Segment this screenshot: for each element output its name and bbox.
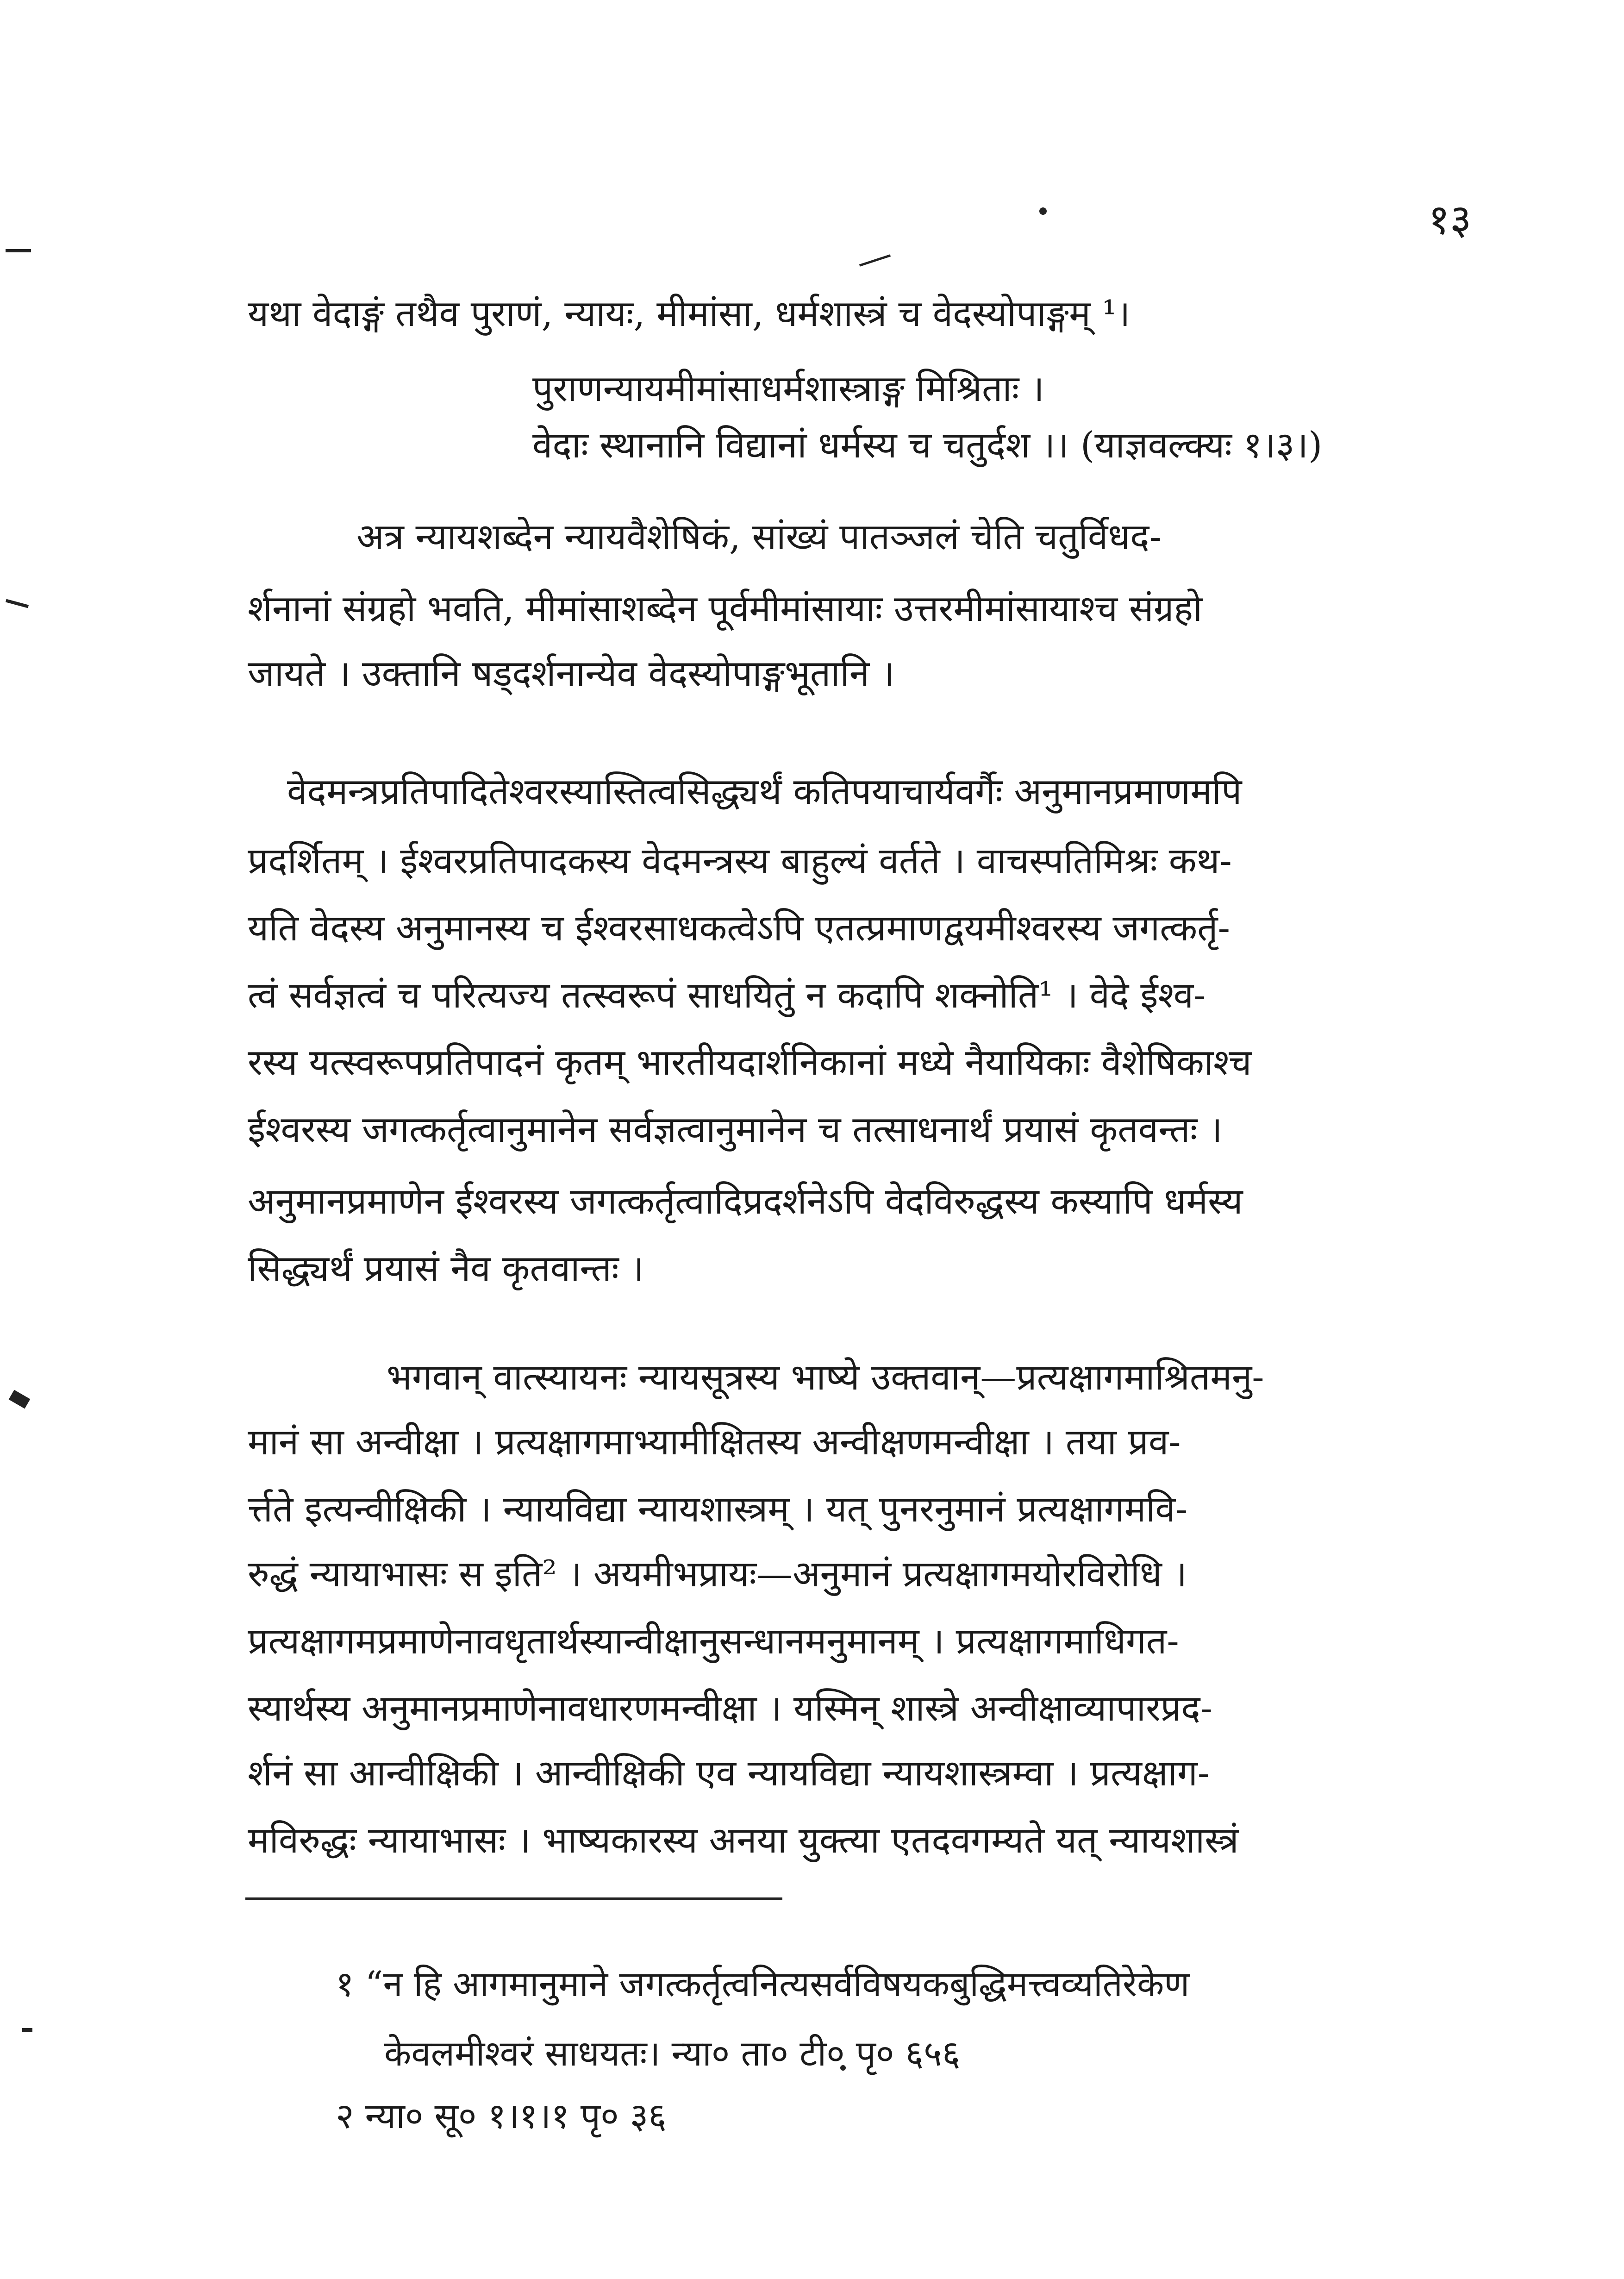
text-line: स्यार्थस्य अनुमानप्रमाणेनावधारणमन्वीक्षा । यस्मिन् शास्त्रे अन्वीक्षाव्यापारप्रद- [248, 1688, 1213, 1729]
margin-mark [9, 1390, 31, 1409]
text-line: यति वेदस्य अनुमानस्य च ईश्वरसाधकत्वेऽपि एतत्प्रमाणद्वयमीश्वरस्य जगत्कर्तृ- [248, 908, 1230, 949]
text-line: जायते । उक्तानि षड्दर्शनान्येव वेदस्योपाङ्गभूतानि । [248, 653, 895, 695]
footnote-rule [245, 1897, 782, 1900]
verse-line: पुराणन्यायमीमांसाधर्मशास्त्राङ्ग मिश्रिताः । [532, 368, 1044, 410]
text-line: अनुमानप्रमाणेन ईश्वरस्य जगत्कर्तृत्वादिप्रदर्शनेऽपि वेदविरुद्धस्य कस्यापि धर्मस्य [248, 1181, 1243, 1222]
text-line: यथा वेदाङ्गं तथैव पुराणं, न्यायः, मीमांसा, धर्मशास्त्रं च वेदस्योपाङ्गम् ¹। [248, 293, 1131, 335]
text-line: ईश्वरस्य जगत्कर्तृत्वानुमानेन सर्वज्ञत्वानुमानेन च तत्साधनार्थं प्रयासं कृतवन्तः । [248, 1109, 1223, 1151]
text-line: र्त्तते इत्यन्वीक्षिकी । न्यायविद्या न्यायशास्त्रम् । यत् पुनरनुमानं प्रत्यक्षागमवि- [248, 1489, 1188, 1530]
margin-mark [22, 2028, 32, 2032]
footnote-line: १ “न हि आगमानुमाने जगत्कर्तृत्वनित्यसर्वविषयकबुद्धिमत्त्वव्यतिरेकेण [336, 1963, 1190, 2004]
text-line: भगवान् वात्स्यायनः न्यायसूत्रस्य भाष्ये उक्तवान्—प्रत्यक्षागमाश्रितमनु- [387, 1357, 1264, 1398]
page-number: १३ [1428, 195, 1472, 244]
text-line: त्वं सर्वज्ञत्वं च परित्यज्य तत्स्वरूपं साधयितुं न कदापि शक्नोति¹ । वेदे ईश्व- [248, 975, 1206, 1016]
text-line: प्रत्यक्षागमप्रमाणेनावधृतार्थस्यान्वीक्षानुसन्धानमनुमानम् । प्रत्यक्षागमाधिगत- [248, 1621, 1179, 1662]
text-line: मानं सा अन्वीक्षा । प्रत्यक्षागमाभ्यामीक्षितस्य अन्वीक्षणमन्वीक्षा । तया प्रव- [248, 1421, 1181, 1463]
text-line: मविरुद्धः न्यायाभासः । भाष्यकारस्य अनया युक्त्या एतदवगम्यते यत् न्यायशास्त्रं [248, 1820, 1239, 1861]
text-line: र्शनं सा आन्वीक्षिकी । आन्वीक्षिकी एव न्यायविद्या न्यायशास्त्रम्वा । प्रत्यक्षाग- [248, 1753, 1210, 1794]
footnote-line: २ न्या० सू० १।१।१ पृ० ३६ [336, 2095, 667, 2136]
scan-speck [1039, 207, 1047, 215]
verse-line: वेदाः स्थानानि विद्यानां धर्मस्य च चतुर्दश ।। (याज्ञवल्क्यः १।३।) [532, 425, 1323, 466]
footnote-line: केवलमीश्वरं साधयतः। न्या० ता० टी० पृ० ६५६ [384, 2033, 961, 2074]
text-line: रस्य यत्स्वरूपप्रतिपादनं कृतम् भारतीयदार्शनिकानां मध्ये नैयायिकाः वैशेषिकाश्च [248, 1042, 1252, 1083]
text-line: वेदमन्त्रप्रतिपादितेश्वरस्यास्तित्वसिद्ध्यर्थं कतिपयाचार्यवर्गैः अनुमानप्रमाणमपि [287, 771, 1242, 813]
margin-mark [6, 599, 29, 608]
text-line: सिद्ध्यर्थं प्रयासं नैव कृतवान्तः । [248, 1248, 644, 1290]
scan-speck [859, 254, 891, 266]
margin-mark [6, 249, 31, 252]
text-line: रुद्धं न्यायाभासः स इति² । अयमीभप्रायः—अनुमानं प्रत्यक्षागमयोरविरोधि । [248, 1553, 1187, 1595]
text-line: र्शनानां संग्रहो भवति, मीमांसाशब्देन पूर्वमीमांसायाः उत्तरमीमांसायाश्च संग्रहो [248, 588, 1203, 630]
text-line: अत्र न्यायशब्देन न्यायवैशेषिकं, सांख्यं पातञ्जलं चेति चतुर्विधद- [356, 516, 1162, 558]
text-line: प्रदर्शितम् । ईश्वरप्रतिपादकस्य वेदमन्त्रस्य बाहुल्यं वर्तते । वाचस्पतिमिश्रः कथ- [248, 840, 1232, 882]
